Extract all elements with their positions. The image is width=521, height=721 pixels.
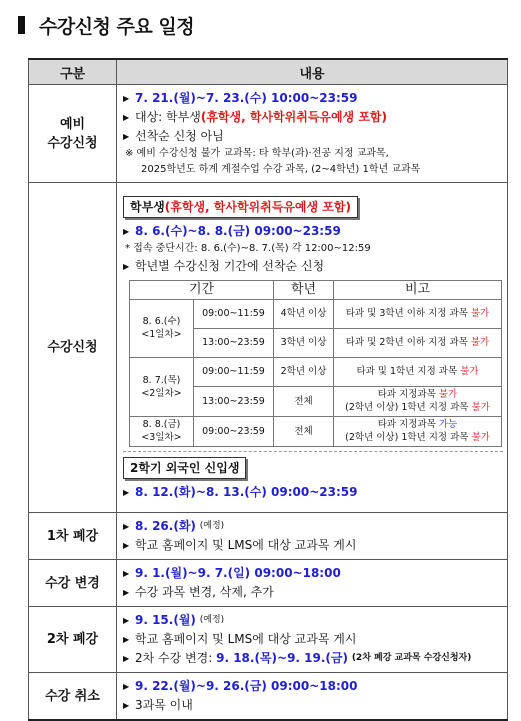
slot-time: 09:00~11:59 (194, 299, 274, 328)
content-registration (117, 183, 508, 513)
pre-first-come: 선착순 신청 아님 (135, 129, 224, 143)
content-change (117, 560, 508, 607)
change-date: 9. 1.(월)~9. 7.(일) 09:00~18:00 (135, 566, 341, 580)
triangle-right-icon: ▶ (123, 522, 130, 531)
slot-note-text: 타과 지정과목 (377, 389, 436, 400)
sub-header-row (130, 280, 502, 299)
day-label: <3일차> (141, 432, 182, 443)
slot-note (334, 386, 502, 416)
slot-status: 가능 (438, 419, 458, 430)
triangle-right-icon: ▶ (123, 226, 130, 236)
table-row (130, 357, 502, 386)
schedule-table (28, 58, 508, 721)
cancel-date: 9. 22.(월)~9. 26.(금) 09:00~18:00 (135, 679, 358, 693)
row-change (29, 560, 508, 607)
triangle-right-icon: ▶ (123, 616, 130, 625)
foreign-box: 2학기 외국인 신입생 (123, 457, 246, 479)
drop1-date: 8. 26.(화) (135, 519, 196, 533)
triangle-right-icon: ▶ (123, 701, 130, 710)
content-pre-registration (117, 85, 508, 183)
triangle-right-icon: ▶ (123, 487, 130, 497)
cancel-limit: 3과목 이내 (135, 698, 193, 712)
foreign-date: 8. 12.(화)~8. 13.(수) 09:00~23:59 (135, 484, 358, 499)
day2-cell (130, 357, 194, 416)
triangle-right-icon: ▶ (123, 132, 130, 141)
drop2-change-note: (2차 폐강 교과목 수강신청자) (351, 653, 472, 663)
pre-date: 7. 21.(월)~7. 23.(수) 10:00~23:59 (135, 91, 358, 105)
triangle-right-icon: ▶ (123, 113, 130, 122)
slot-note (334, 416, 502, 446)
slot-time: 13:00~23:59 (194, 328, 274, 357)
category-pre-registration (29, 85, 117, 183)
slot-note-text: (2학년 이상) 1학년 지정 과목 (345, 432, 469, 443)
category-drop2: 2차 폐강 (29, 607, 117, 673)
pre-note-line1: ※ 예비 수강신청 불가 교과목: 타 학부(과)·전공 지정 교과목, (125, 148, 389, 159)
slot-status: 불가 (438, 389, 458, 400)
sub-header-note: 비고 (334, 280, 502, 299)
sub-header-grade: 학년 (274, 280, 334, 299)
slot-note-text: 타과 및 3학년 이하 지정 과목 (345, 308, 468, 319)
drop2-change-date: 9. 18.(목)~9. 19.(금) (216, 651, 348, 665)
divider (123, 451, 503, 452)
slot-note-text: 타과 지정과목 (377, 419, 436, 430)
grade-schedule-table (129, 280, 502, 447)
triangle-right-icon: ▶ (123, 682, 130, 691)
day-label: <2일차> (141, 387, 182, 399)
header-content: 내용 (117, 59, 508, 85)
row-pre-registration (29, 85, 508, 183)
header-row (29, 59, 508, 85)
table-row (130, 416, 502, 446)
category-registration: 수강신청 (29, 183, 117, 513)
slot-note-text: (2학년 이상) 1학년 지정 과목 (345, 402, 469, 413)
category-drop1: 1차 폐강 (29, 513, 117, 560)
undergrad-box (123, 196, 358, 218)
triangle-right-icon: ▶ (123, 94, 130, 103)
sub-header-period: 기간 (130, 280, 274, 299)
slot-time: 09:00~11:59 (194, 357, 274, 386)
day1-cell (130, 299, 194, 357)
page-title-text: 수강신청 주요 일정 (39, 15, 195, 38)
slot-time: 09:00~23:59 (194, 416, 274, 446)
content-drop1 (117, 513, 508, 560)
slot-status: 불가 (471, 402, 490, 413)
triangle-right-icon: ▶ (123, 569, 130, 578)
day-label: <1일차> (141, 329, 182, 340)
row-drop1 (29, 513, 508, 560)
drop2-tentative: (예정) (199, 615, 225, 625)
slot-note (334, 328, 502, 357)
change-desc: 수강 과목 변경, 삭제, 추가 (135, 585, 274, 599)
content-cancel (117, 673, 508, 721)
slot-status: 불가 (460, 366, 479, 377)
drop2-desc: 학교 홈페이지 및 LMS에 대상 교과목 게시 (135, 632, 357, 646)
row-cancel (29, 673, 508, 721)
day-date: 8. 6.(수) (142, 316, 181, 327)
slot-note-text: 타과 및 2학년 이하 지정 과목 (345, 337, 468, 348)
triangle-right-icon: ▶ (123, 588, 130, 597)
drop2-date: 9. 15.(월) (135, 613, 196, 627)
slot-grade: 4학년 이상 (274, 299, 334, 328)
undergrad-box-label: 학부생 (130, 199, 165, 214)
slot-grade: 3학년 이상 (274, 328, 334, 357)
day-date: 8. 7.(목) (142, 374, 181, 386)
undergrad-box-red: (휴학생, 학사학위취득유예생 포함) (164, 199, 351, 214)
table-row (130, 299, 502, 328)
drop1-tentative: (예정) (199, 521, 225, 531)
slot-status: 불가 (470, 308, 490, 319)
pre-target: 대상: 학부생 (135, 110, 201, 124)
slot-grade: 전체 (274, 386, 334, 416)
category-label-line1: 예비 (59, 116, 86, 132)
row-drop2 (29, 607, 508, 673)
slot-grade: 2학년 이상 (274, 357, 334, 386)
category-label-line2: 수강신청 (47, 135, 98, 151)
slot-note-text: 타과 및 1학년 지정 과목 (356, 366, 458, 377)
content-drop2 (117, 607, 508, 673)
drop2-change-prefix: 2차 수강 변경: (135, 651, 213, 665)
slot-time: 13:00~23:59 (194, 386, 274, 416)
category-cancel: 수강 취소 (29, 673, 117, 721)
triangle-right-icon: ▶ (123, 654, 130, 663)
title-bullet-icon (18, 16, 25, 34)
page-title (18, 10, 194, 40)
day3-cell (130, 416, 194, 446)
slot-note (334, 299, 502, 328)
category-change: 수강 변경 (29, 560, 117, 607)
triangle-right-icon: ▶ (123, 541, 130, 550)
slot-status: 불가 (470, 337, 490, 348)
header-category: 구분 (29, 59, 117, 85)
slot-grade: 전체 (274, 416, 334, 446)
slot-note (334, 357, 502, 386)
main-by-grade: 학년별 수강신청 기간에 선착순 신청 (135, 258, 325, 273)
day-date: 8. 8.(금) (142, 419, 181, 430)
row-registration (29, 183, 508, 513)
triangle-right-icon: ▶ (123, 261, 130, 271)
main-pause: * 접속 중단시간: 8. 6.(수)~8. 7.(목) 각 12:00~12:59 (125, 242, 371, 254)
slot-status: 불가 (471, 432, 490, 443)
pre-note-line2: 2025학년도 하계 계절수업 수강 과목, (2~4학년) 1학년 교과목 (141, 164, 421, 175)
drop1-desc: 학교 홈페이지 및 LMS에 대상 교과목 게시 (135, 538, 357, 552)
triangle-right-icon: ▶ (123, 635, 130, 644)
main-date: 8. 6.(수)~8. 8.(금) 09:00~23:59 (135, 223, 341, 238)
pre-target-red: (휴학생, 학사학위취득유예생 포함) (200, 110, 388, 124)
